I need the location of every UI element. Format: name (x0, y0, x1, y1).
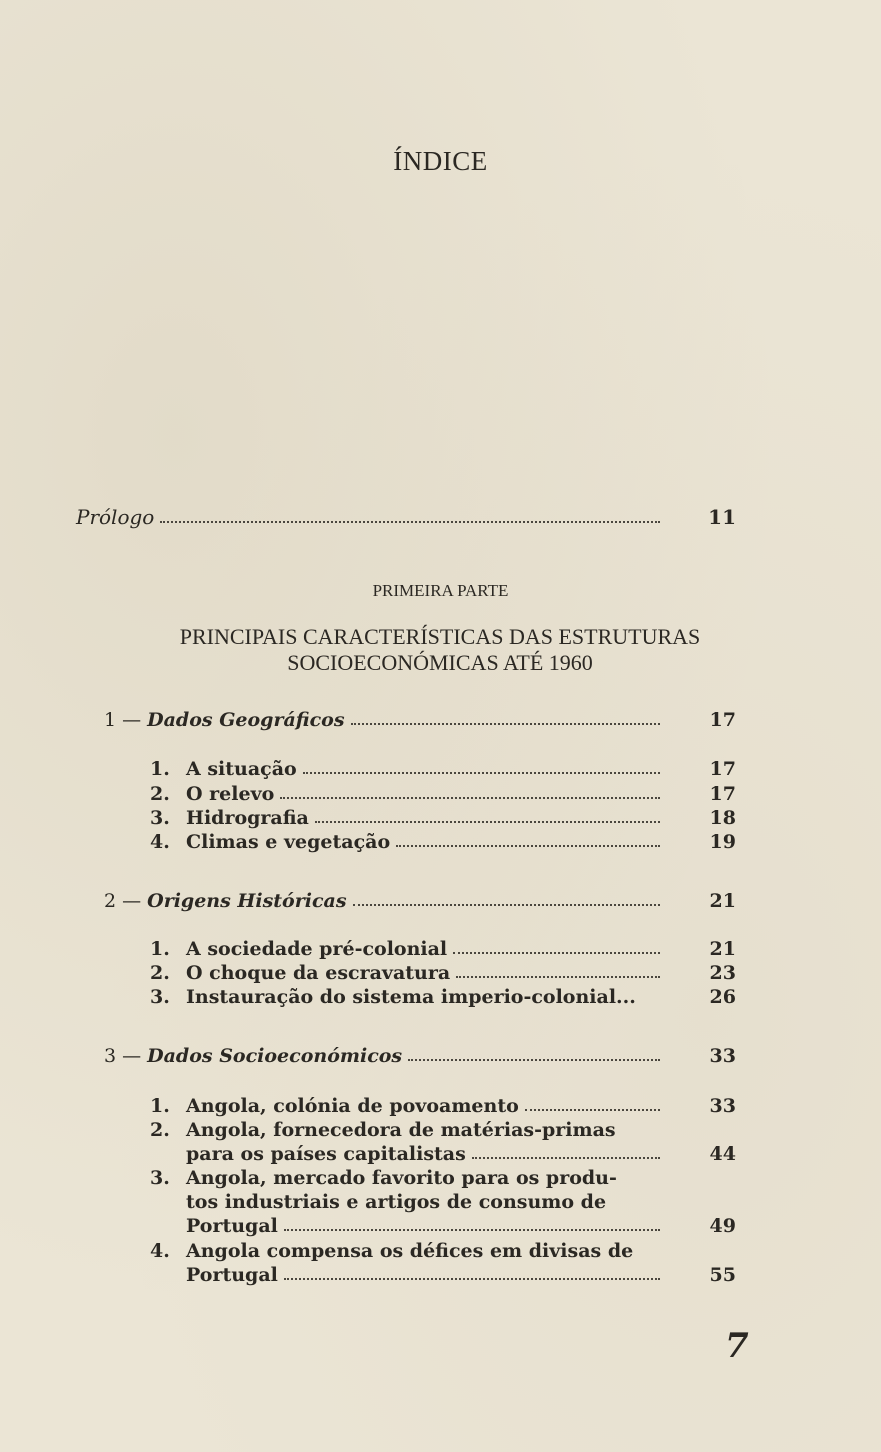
toc-item-line (150, 1119, 666, 1141)
toc-item (150, 962, 736, 984)
item-index: 3. (150, 807, 170, 829)
dot-leader (525, 1109, 660, 1111)
part-title-line: PRINCIPAIS CARACTERÍSTICAS DAS ESTRUTURAS (179, 624, 701, 649)
toc-page-number: 49 (709, 1215, 736, 1237)
toc-page-number: 55 (709, 1264, 736, 1286)
item-index: 3. (150, 986, 170, 1008)
item-text: Angola compensa os défices em divisas de (186, 1240, 634, 1262)
item-index: 2. (150, 783, 170, 805)
toc-page-number: 44 (709, 1143, 736, 1165)
toc-page-number: 21 (709, 938, 736, 960)
toc-chapter (104, 890, 736, 912)
toc-page-number: 17 (709, 709, 736, 731)
toc-page-number: 21 (709, 890, 736, 912)
dot-leader (284, 1229, 660, 1231)
dot-leader (160, 521, 660, 523)
item-text: O choque da escravatura (186, 962, 451, 984)
toc-chapter (104, 1045, 736, 1067)
chapter-number: 1 — (104, 709, 142, 731)
dot-leader (472, 1157, 660, 1159)
item-text: O relevo (186, 783, 275, 805)
dot-leader (284, 1278, 660, 1280)
page-folio: 7 (725, 1326, 749, 1366)
item-text: A sociedade pré-colonial (186, 938, 448, 960)
chapter-title: Origens Históricas (147, 890, 347, 912)
item-index: 2. (150, 962, 170, 984)
toc-page-number: 23 (709, 962, 736, 984)
item-index: 1. (150, 938, 170, 960)
item-text: Instauração do sistema imperio-colonial... (186, 986, 636, 1008)
toc-page-number: 17 (709, 783, 736, 805)
toc-entry-label: Prólogo (76, 505, 155, 529)
toc-page-number: 17 (709, 758, 736, 780)
item-index: 2. (150, 1119, 170, 1141)
dot-leader (453, 952, 660, 954)
toc-item-line (150, 1215, 736, 1237)
toc-item (150, 758, 736, 780)
item-text: Portugal (186, 1264, 278, 1286)
part-label: PRIMEIRA PARTE (372, 581, 509, 600)
toc-page-number: 26 (709, 986, 736, 1008)
toc-item-line (150, 1143, 736, 1165)
item-index: 1. (150, 758, 170, 780)
chapter-number: 3 — (104, 1045, 142, 1067)
dot-leader (351, 723, 660, 725)
toc-item (150, 831, 736, 853)
dot-leader (408, 1059, 660, 1061)
toc-item-line (150, 1264, 736, 1286)
toc-item (150, 986, 736, 1008)
item-index: 4. (150, 831, 170, 853)
dot-leader (456, 976, 660, 978)
toc-page-number: 19 (709, 831, 736, 853)
toc-item (150, 807, 736, 829)
toc-page-number: 11 (708, 505, 736, 529)
page-title: ÍNDICE (393, 146, 488, 176)
item-text: Portugal (186, 1215, 278, 1237)
item-index: 3. (150, 1167, 170, 1189)
item-text: para os países capitalistas (186, 1143, 466, 1165)
chapter-number: 2 — (104, 890, 142, 912)
dot-leader (353, 904, 660, 906)
dot-leader (280, 797, 660, 799)
dot-leader (396, 845, 660, 847)
item-index: 4. (150, 1240, 170, 1262)
toc-item-line (150, 1240, 666, 1262)
item-text: Angola, fornecedora de matérias-primas (186, 1119, 616, 1141)
toc-item (150, 938, 736, 960)
part-title (60, 624, 820, 676)
toc-page-number: 33 (709, 1045, 736, 1067)
chapter-title: Dados Socioeconómicos (147, 1045, 403, 1067)
toc-page-number: 33 (709, 1095, 736, 1117)
part-title-line: SOCIOECONÓMICAS ATÉ 1960 (287, 650, 593, 675)
dot-leader (303, 772, 660, 774)
toc-chapter (104, 709, 736, 731)
toc-page-number: 18 (709, 807, 736, 829)
item-text: Hidrografia (186, 807, 309, 829)
item-text: A situação (186, 758, 297, 780)
toc-item-line (150, 1191, 666, 1213)
toc-item (150, 783, 736, 805)
toc-item (150, 1095, 736, 1117)
dot-leader (315, 821, 660, 823)
toc-entry-prologo (76, 505, 736, 529)
item-text: tos industriais e artigos de consumo de (186, 1191, 607, 1213)
item-index: 1. (150, 1095, 170, 1117)
item-text: Angola, mercado favorito para os produ- (186, 1167, 617, 1189)
toc-item-line (150, 1167, 666, 1189)
item-text: Angola, colónia de povoamento (186, 1095, 519, 1117)
item-text: Climas e vegetação (186, 831, 391, 853)
chapter-title: Dados Geográficos (147, 709, 345, 731)
